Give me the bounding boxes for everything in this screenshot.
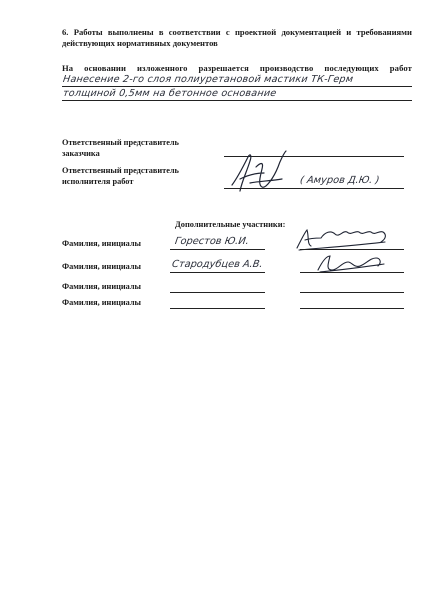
- participant-signature-line-1: [300, 249, 404, 250]
- basis-word: основании: [84, 63, 127, 73]
- participant-name-line-3: [170, 292, 265, 293]
- participant-signature-line-4: [300, 308, 404, 309]
- underline-2: [62, 100, 412, 101]
- participant-label-4: Фамилия, инициалы: [62, 298, 142, 307]
- contractor-signature: [226, 147, 296, 197]
- participant-name-line-1: [170, 249, 265, 250]
- contractor-rep-label: [62, 166, 179, 187]
- participant-name-line-2: [170, 272, 265, 273]
- participant-name-2: Стародубцев А.В.: [171, 259, 264, 270]
- basis-word: На: [62, 63, 74, 73]
- participant-label-3: Фамилия, инициалы: [62, 282, 142, 291]
- section-heading: 6. Работы выполнены в соответствии с проектной документацией и требованиями действующих нормативных документов: [62, 27, 412, 48]
- basis-word: работ: [389, 63, 412, 73]
- handwritten-work-line-2: толщиной 0,5мм на бетонное основание: [62, 88, 278, 99]
- basis-word: производство: [259, 63, 314, 73]
- customer-rep-label-line2: заказчика: [62, 148, 100, 158]
- contractor-signature-line: [224, 188, 404, 189]
- contractor-rep-label-line1: Ответственный представитель: [62, 166, 179, 175]
- basis-sentence: [62, 63, 412, 73]
- contractor-rep-name: ( Амуров Д.Ю. ): [299, 175, 381, 186]
- participant-signature-line-2: [300, 272, 404, 273]
- customer-rep-label: [62, 138, 179, 159]
- participant-name-1: Горестов Ю.И.: [174, 236, 250, 247]
- basis-word: разрешается: [198, 63, 249, 73]
- participant-label-1: Фамилия, инициалы: [62, 239, 142, 248]
- participant-label-2: Фамилия, инициалы: [62, 262, 142, 271]
- basis-word: изложенного: [137, 63, 188, 73]
- participant-name-line-4: [170, 308, 265, 309]
- customer-rep-label-line1: Ответственный представитель: [62, 138, 179, 147]
- contractor-rep-label-line2: исполнителя работ: [62, 176, 134, 186]
- handwritten-work-line-1: Нанесение 2-го слоя полиуретановой мастики ТК-Герм: [62, 74, 354, 85]
- basis-word: последующих: [324, 63, 379, 73]
- participant-signature-line-3: [300, 292, 404, 293]
- participants-title: Дополнительные участники:: [175, 220, 286, 229]
- underline-1: [62, 86, 412, 87]
